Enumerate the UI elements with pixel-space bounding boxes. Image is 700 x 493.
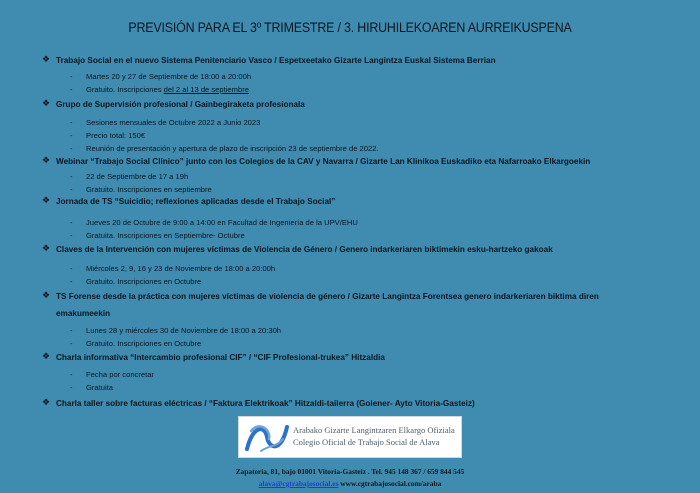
event-item — [42, 55, 692, 66]
logo-text-basque: Arabako Gizarte Langintzaren Elkargo Ofiziala — [293, 425, 455, 435]
dash-bullet-icon: - — [70, 85, 73, 94]
event-title: Webinar “Trabajo Social Clínico” junto con los Colegios de la CAV y Navarra / Gizarte Lan Klinikoa Euskadiko eta Nafarroako Elkargoekin — [56, 157, 591, 166]
diamond-bullet-icon: ❖ — [42, 54, 51, 64]
event-item — [42, 352, 692, 363]
event-title: TS Forense desde la práctica con mujeres víctimas de violencia de género / Gizarte Langintza Forentsea genero indarkeriaren biktima diren — [56, 292, 599, 301]
event-heading — [42, 156, 692, 167]
logo-wave-icon — [243, 419, 291, 455]
event-title: Grupo de Supervisión profesional / Gainbegiraketa profesionala — [56, 100, 305, 109]
event-heading — [42, 291, 692, 302]
diamond-bullet-icon: ❖ — [42, 351, 51, 361]
dash-bullet-icon: - — [70, 370, 73, 379]
event-item — [42, 156, 692, 167]
event-detail: - Jueves 20 de Octubre de 9:00 a 14:00 en Facultad de Ingeniería de la UPV/EHU — [70, 218, 358, 227]
event-detail: - Sesiones mensuales de Octubre 2022 a Junio 2023 — [70, 118, 261, 127]
event-detail: - Fecha por concretar — [70, 370, 154, 379]
event-detail: - Gratuito. Inscripciones en Octubre — [70, 339, 202, 348]
diamond-bullet-icon: ❖ — [42, 195, 51, 205]
dash-bullet-icon: - — [70, 339, 73, 348]
dash-bullet-icon: - — [70, 231, 73, 240]
event-heading — [42, 244, 692, 255]
event-title: Trabajo Social en el nuevo Sistema Penitenciario Vasco / Espetxeetako Gizarte Langintza Euskal Sistema Berrian — [56, 56, 496, 65]
event-detail: - Gratuita — [70, 383, 114, 392]
event-item — [42, 99, 692, 110]
event-title: Claves de la Intervención con mujeres víctimas de Violencia de Género / Genero indarkeriaren biktimekin esku-hartzeko gakoak — [56, 245, 553, 254]
event-heading — [42, 398, 692, 409]
event-detail: - 22 de Septiembre de 17 a 19h — [70, 172, 189, 181]
dash-bullet-icon: - — [70, 172, 73, 181]
dash-bullet-icon: - — [70, 264, 73, 273]
footer-address: Zapateria, 81, bajo 01001 Vitoria-Gasteiz . Tel. 945 148 367 / 659 844 545 — [235, 467, 465, 476]
event-detail: - Gratuito. Inscripciones del 2 al 13 de septiembre — [70, 85, 249, 94]
diamond-bullet-icon: ❖ — [42, 155, 51, 165]
event-heading — [42, 352, 692, 363]
event-detail: - Gratuito. Inscripciones en septiembre — [70, 185, 212, 194]
footer-contact — [0, 479, 700, 488]
event-title: Charla informativa “Intercambio profesional CIF” / “CIF Profesional-trukea” Hitzaldia — [56, 353, 385, 362]
dash-bullet-icon: - — [70, 144, 73, 153]
event-item — [42, 398, 692, 409]
event-detail: - Reunión de presentación y apertura de plazo de inscripción 23 de septiembre de 2022. — [70, 144, 379, 153]
dash-bullet-icon: - — [70, 383, 73, 392]
organization-logo — [238, 416, 462, 458]
diamond-bullet-icon: ❖ — [42, 397, 51, 407]
website-link[interactable]: www.cgtrabajosocial.com/araba — [338, 479, 442, 488]
event-item — [42, 244, 692, 255]
event-title: Charla taller sobre facturas eléctricas / “Faktura Elektrikoak” Hitzaldi-tailerra (Goiener- Ayto Vitoria-Gasteiz) — [56, 399, 475, 408]
event-heading — [42, 55, 692, 66]
event-detail: - Gratuito. Inscripciones en Octubre — [70, 277, 202, 286]
diamond-bullet-icon: ❖ — [42, 243, 51, 253]
dash-bullet-icon: - — [70, 185, 73, 194]
event-detail: - Precio total: 150€ — [70, 131, 146, 140]
event-detail: - Gratuita. Inscripciones en Septiembre- Octubre — [70, 231, 245, 240]
diamond-bullet-icon: ❖ — [42, 290, 51, 300]
event-detail: - Miércoles 2, 9, 16 y 23 de Noviembre de 18:00 a 20:00h — [70, 264, 276, 273]
dash-bullet-icon: - — [70, 277, 73, 286]
logo-text-spanish: Colegio Oficial de Trabajo Social de Alava — [293, 437, 440, 447]
event-item — [42, 291, 692, 302]
event-item — [42, 196, 692, 207]
dash-bullet-icon: - — [70, 218, 73, 227]
event-heading — [42, 196, 692, 207]
event-heading — [42, 99, 692, 110]
dash-bullet-icon: - — [70, 118, 73, 127]
email-link[interactable]: alava@cgtrabajosocial.es — [258, 479, 339, 488]
event-title: Jornada de TS “Suicidio; reflexiones aplicadas desde el Trabajo Social” — [56, 197, 336, 206]
dash-bullet-icon: - — [70, 326, 73, 335]
event-detail: - Lunes 28 y miércoles 30 de Noviembre de 18:00 a 20:30h — [70, 326, 282, 335]
event-heading-continued: emakumeekin — [56, 309, 111, 318]
diamond-bullet-icon: ❖ — [42, 98, 51, 108]
page-title: PREVISIÓN PARA EL 3º TRIMESTRE / 3. HIRUHILEKOAREN AURREIKUSPENA — [128, 20, 572, 35]
dash-bullet-icon: - — [70, 72, 73, 81]
dash-bullet-icon: - — [70, 131, 73, 140]
event-detail: - Martes 20 y 27 de Septiembre de 18:00 a 20:00h — [70, 72, 252, 81]
